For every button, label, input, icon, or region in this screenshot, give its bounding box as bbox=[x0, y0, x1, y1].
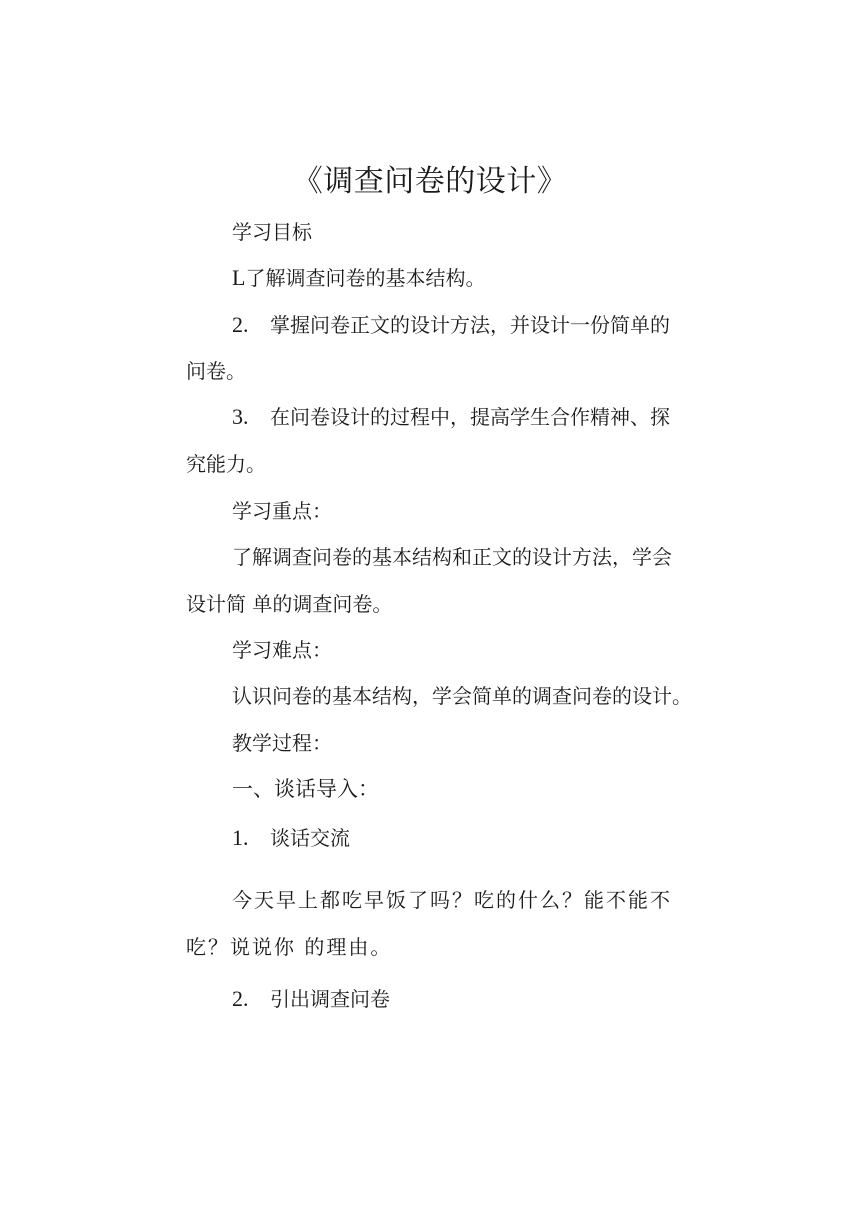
objective-3-line1: 在问卷设计的过程中，提高学生合作精神、探 bbox=[270, 405, 670, 429]
key-points-line1: 了解调查问卷的基本结构和正文的设计方法，学会 bbox=[232, 545, 672, 569]
step-1-number: 1. bbox=[232, 825, 249, 850]
key-points-line2: 设计简 单的调查问卷。 bbox=[186, 592, 393, 616]
objective-3-line2: 究能力。 bbox=[186, 452, 266, 476]
objective-1 bbox=[232, 264, 485, 292]
step-2-number: 2. bbox=[232, 986, 249, 1011]
objective-3-number: 3. bbox=[232, 404, 249, 429]
document-title: 《调查问卷的设计》 bbox=[292, 164, 568, 199]
section-1-heading: 一、谈话导入： bbox=[232, 777, 379, 801]
step-1-body-line2: 吃？说说你 的理由。 bbox=[186, 935, 393, 959]
key-points-heading: 学习重点： bbox=[232, 499, 332, 523]
objective-1-marker: L bbox=[232, 265, 246, 290]
objective-2-number: 2. bbox=[232, 312, 249, 337]
objective-2-line2: 问卷。 bbox=[186, 359, 246, 383]
objective-3 bbox=[232, 403, 670, 431]
objectives-heading: 学习目标 bbox=[232, 220, 312, 244]
step-1-text: 谈话交流 bbox=[270, 826, 350, 850]
objective-2-line1: 掌握问卷正文的设计方法，并设计一份简单的 bbox=[270, 313, 670, 337]
difficulties-text: 认识问卷的基本结构，学会简单的调查问卷的设计。 bbox=[232, 684, 692, 708]
step-2 bbox=[232, 985, 390, 1013]
step-1-body-line1: 今天早上都吃早饭了吗？吃的什么？能不能不 bbox=[232, 888, 672, 912]
difficulties-heading: 学习难点： bbox=[232, 638, 332, 662]
step-1 bbox=[232, 824, 350, 852]
process-heading: 教学过程： bbox=[232, 731, 332, 755]
step-2-text: 引出调查问卷 bbox=[270, 987, 390, 1011]
objective-2 bbox=[232, 311, 670, 339]
objective-1-text: 了解调查问卷的基本结构。 bbox=[245, 266, 486, 290]
